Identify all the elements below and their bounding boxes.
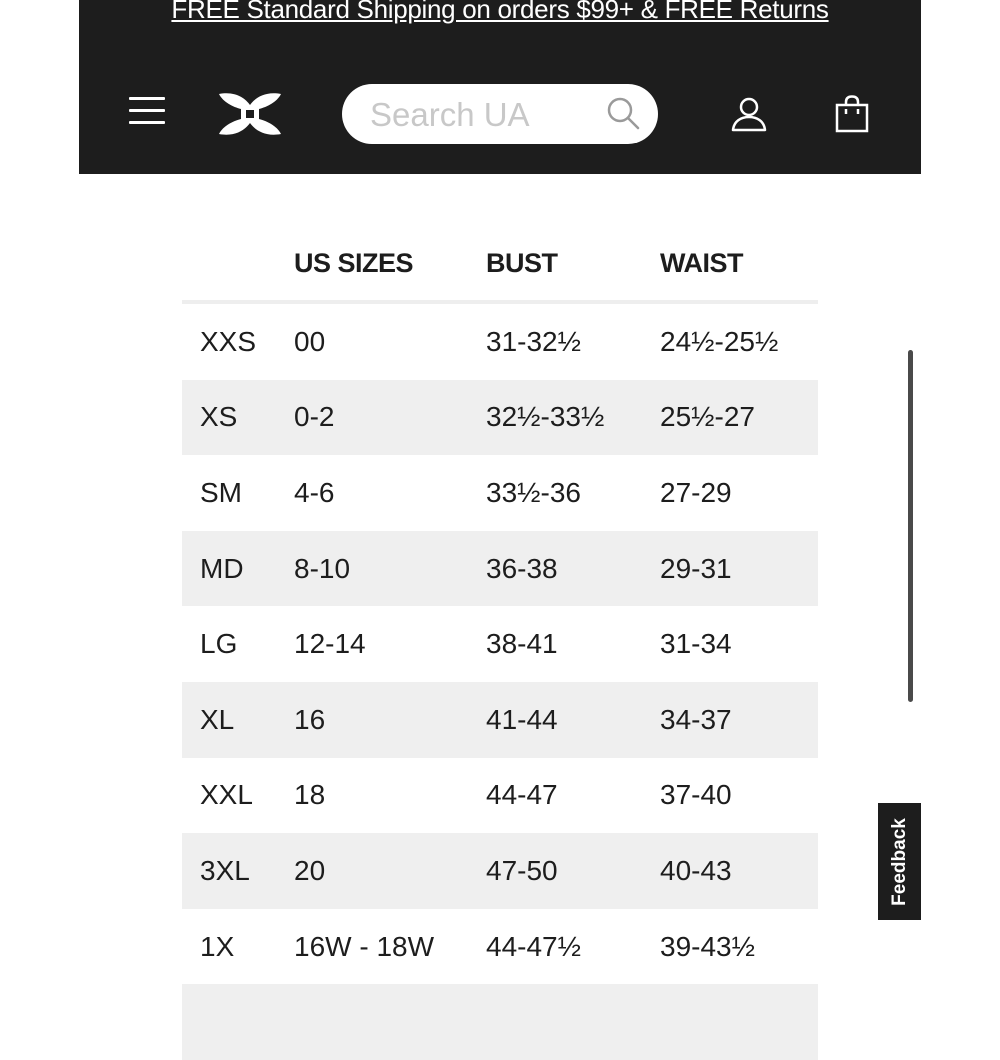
us-size-cell: 16W - 18W xyxy=(294,930,435,962)
shopping-bag-icon[interactable] xyxy=(835,95,869,133)
us-size-cell: 00 xyxy=(294,325,326,357)
waist-cell: 34-37 xyxy=(660,682,818,758)
ua-logo[interactable] xyxy=(215,92,285,136)
column-header-waist: WAIST xyxy=(660,226,818,302)
us-size-cell: 12-14 xyxy=(294,628,366,660)
us-size-cell: 0-2 xyxy=(294,380,486,456)
size-label: SM xyxy=(200,476,242,508)
bust-cell: 44-47 xyxy=(486,779,558,811)
feedback-label: Feedback xyxy=(888,817,910,906)
column-header-us-sizes: US SIZES xyxy=(294,226,486,302)
size-chart-table xyxy=(182,226,818,1060)
search-icon[interactable] xyxy=(606,96,640,130)
us-size-cell: 18 xyxy=(294,779,326,811)
table-row xyxy=(182,909,818,985)
bust-cell: 31-32½ xyxy=(486,325,581,357)
search-box xyxy=(342,84,658,144)
scrollbar-thumb[interactable] xyxy=(908,350,913,702)
table-row xyxy=(182,758,818,834)
waist-cell: 25½-27 xyxy=(660,380,818,456)
table-row xyxy=(182,380,818,456)
table-header-row xyxy=(182,226,818,302)
table-row xyxy=(182,302,818,380)
size-label: XXS xyxy=(200,325,257,357)
waist-cell: 27-29 xyxy=(660,476,732,508)
size-label: 3XL xyxy=(182,833,294,909)
search-input[interactable] xyxy=(368,92,602,138)
bust-cell: 44-47½ xyxy=(486,930,581,962)
waist-cell: 37-40 xyxy=(660,779,732,811)
waist-cell: 40-43 xyxy=(660,833,818,909)
us-size-cell: 16 xyxy=(294,682,486,758)
waist-cell: 24½-25½ xyxy=(660,325,779,357)
size-label: XXL xyxy=(200,779,253,811)
size-label: MD xyxy=(182,531,294,607)
table-row xyxy=(182,984,818,1060)
size-label: XS xyxy=(182,380,294,456)
table-row xyxy=(182,833,818,909)
bust-cell: 32½-33½ xyxy=(486,380,660,456)
column-header xyxy=(182,226,294,302)
us-size-cell: 8-10 xyxy=(294,531,486,607)
bust-cell: 36-38 xyxy=(486,531,660,607)
table-row xyxy=(182,682,818,758)
table-row xyxy=(182,531,818,607)
table-row xyxy=(182,455,818,531)
bust-cell: 47-50 xyxy=(486,833,660,909)
promo-banner-link[interactable]: FREE Standard Shipping on orders $99+ & FREE Returns xyxy=(171,0,829,24)
feedback-button[interactable] xyxy=(878,803,921,920)
account-icon[interactable] xyxy=(730,96,768,132)
size-label: XL xyxy=(182,682,294,758)
us-size-cell: 20 xyxy=(294,833,486,909)
bust-cell: 38-41 xyxy=(486,628,558,660)
size-label: LG xyxy=(200,628,238,660)
site-header xyxy=(79,0,921,174)
menu-icon[interactable] xyxy=(129,97,165,131)
us-size-cell: 4-6 xyxy=(294,476,335,508)
bust-cell: 33½-36 xyxy=(486,476,581,508)
bust-cell: 41-44 xyxy=(486,682,660,758)
table-row xyxy=(182,606,818,682)
waist-cell: 29-31 xyxy=(660,531,818,607)
waist-cell: 31-34 xyxy=(660,628,732,660)
size-label: 1X xyxy=(200,930,235,962)
column-header-bust: BUST xyxy=(486,226,660,302)
waist-cell: 39-43½ xyxy=(660,930,755,962)
